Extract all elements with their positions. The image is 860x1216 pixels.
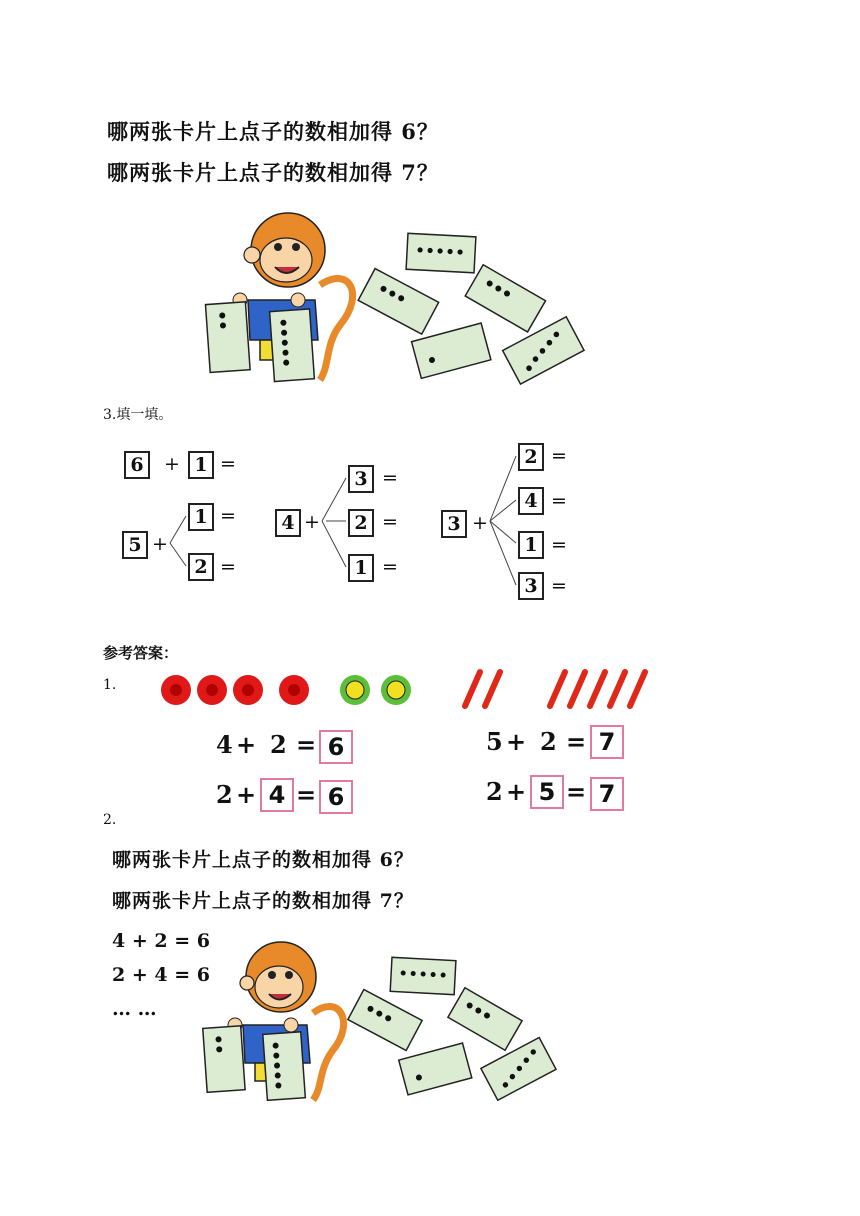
eq-equals: = bbox=[566, 727, 587, 756]
eq-plus: + bbox=[236, 780, 257, 809]
box-1: 1 bbox=[188, 503, 214, 531]
eq-equals: = bbox=[296, 730, 317, 759]
eq-plus: + bbox=[236, 730, 257, 759]
box-1: 1 bbox=[518, 531, 544, 559]
box-2: 2 bbox=[518, 443, 544, 471]
answer-question-sum-7: 哪两张卡片上点子的数相加得 7？ bbox=[112, 890, 414, 912]
plus-sign: + bbox=[152, 533, 168, 555]
eq-term: 5 bbox=[486, 727, 503, 756]
answer-box: 7 bbox=[590, 777, 624, 811]
answer-question-sum-6: 哪两张卡片上点子的数相加得 6？ bbox=[112, 849, 414, 871]
red-flowers bbox=[161, 675, 309, 705]
box-4: 4 bbox=[518, 487, 544, 515]
yellow-flowers bbox=[340, 675, 411, 705]
eq-term: 2 bbox=[216, 780, 233, 809]
question-sum-6: 哪两张卡片上点子的数相加得 6？ bbox=[107, 119, 439, 144]
eq-term: 4 bbox=[216, 730, 233, 759]
eq-plus: + bbox=[506, 727, 527, 756]
box-1: 1 bbox=[188, 451, 214, 479]
answer-line-3: … … bbox=[112, 998, 157, 1020]
eq-equals: = bbox=[296, 780, 317, 809]
answer-box: 5 bbox=[530, 775, 564, 809]
box-2: 2 bbox=[348, 509, 374, 537]
box-6: 6 bbox=[124, 451, 150, 479]
equals-sign: = bbox=[220, 505, 236, 527]
counting-objects bbox=[150, 666, 670, 716]
plus-sign: + bbox=[304, 511, 320, 533]
answer-line-2: 2 + 4 = 6 bbox=[112, 964, 210, 986]
plus-sign: + bbox=[472, 512, 488, 534]
eq-term: 2 bbox=[540, 727, 557, 756]
section3-title: 3.填一填。 bbox=[103, 407, 173, 423]
equals-sign: = bbox=[551, 575, 567, 597]
eq-term: 2 bbox=[270, 730, 287, 759]
answer-2-number: 2. bbox=[103, 812, 117, 828]
answer-line-1: 4 + 2 = 6 bbox=[112, 930, 210, 952]
answer-box: 6 bbox=[319, 780, 353, 814]
equals-sign: = bbox=[220, 556, 236, 578]
equals-sign: = bbox=[220, 453, 236, 475]
equals-sign: = bbox=[382, 467, 398, 489]
box-3: 3 bbox=[348, 465, 374, 493]
box-2: 2 bbox=[188, 553, 214, 581]
equals-sign: = bbox=[382, 511, 398, 533]
answer-1-number: 1. bbox=[103, 677, 117, 693]
equals-sign: = bbox=[551, 445, 567, 467]
monkey-cards-illustration-answer bbox=[195, 935, 565, 1105]
eq-term: 2 bbox=[486, 777, 503, 806]
equals-sign: = bbox=[551, 534, 567, 556]
question-sum-7: 哪两张卡片上点子的数相加得 7？ bbox=[107, 160, 439, 185]
answer-box: 4 bbox=[260, 778, 294, 812]
box-5: 5 bbox=[122, 531, 148, 559]
answers-title: 参考答案： bbox=[103, 644, 179, 662]
box-4: 4 bbox=[275, 509, 301, 537]
answer-box: 7 bbox=[590, 725, 624, 759]
box-1: 1 bbox=[348, 554, 374, 582]
box-3: 3 bbox=[441, 510, 467, 538]
eq-plus: + bbox=[506, 777, 527, 806]
eq-equals: = bbox=[566, 777, 587, 806]
equals-sign: = bbox=[551, 490, 567, 512]
answer-box: 6 bbox=[319, 730, 353, 764]
box-3: 3 bbox=[518, 572, 544, 600]
sticks bbox=[465, 672, 645, 706]
equals-sign: = bbox=[382, 556, 398, 578]
plus-sign: + bbox=[164, 453, 180, 475]
